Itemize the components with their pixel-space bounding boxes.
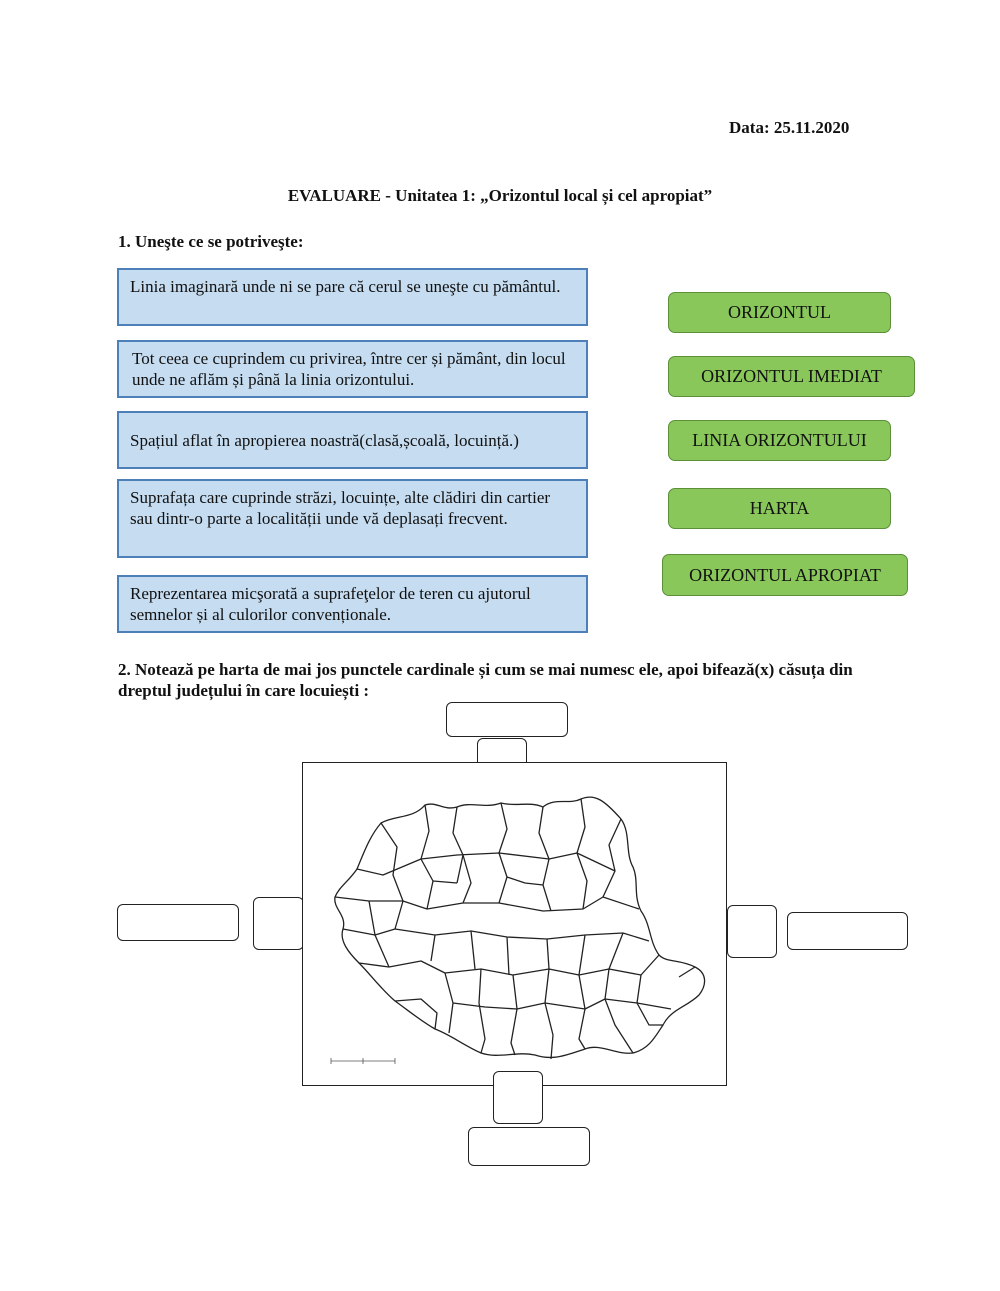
south-name-input[interactable]: [468, 1127, 590, 1166]
west-letter-input[interactable]: [253, 897, 304, 950]
romania-counties-map-icon: [303, 763, 725, 1084]
north-name-input[interactable]: [446, 702, 568, 737]
south-letter-input[interactable]: [493, 1071, 543, 1124]
exercise-2-prompt: 2. Notează pe harta de mai jos punctele cardinale și cum se mai numesc ele, apoi bifează(x) căsuța din dreptul județului în care locuiești :: [118, 660, 853, 700]
definition-box-3[interactable]: Spațiul aflat în apropierea noastră(clasă,școală, locuință.): [117, 411, 588, 469]
definition-box-2[interactable]: Tot ceea ce cuprindem cu privirea, între cer și pământ, din locul unde ne aflăm și până la linia orizontului.: [117, 340, 588, 398]
definition-box-5[interactable]: Reprezentarea micşorată a suprafeţelor de teren cu ajutorul semnelor și al culorilor convenționale.: [117, 575, 588, 633]
east-name-input[interactable]: [787, 912, 908, 950]
exercise-1-prompt: 1. Uneşte ce se potriveşte:: [118, 232, 304, 251]
term-button-harta[interactable]: HARTA: [668, 488, 891, 529]
definition-box-1[interactable]: Linia imaginară unde ni se pare că cerul se uneşte cu pământul.: [117, 268, 588, 326]
term-button-orizontul[interactable]: ORIZONTUL: [668, 292, 891, 333]
page-title: EVALUARE - Unitatea 1: „Orizontul local și cel apropiat”: [287, 186, 713, 205]
definition-box-4[interactable]: Suprafața care cuprinde străzi, locuințe, alte clădiri din cartier sau dintr-o parte a localității unde vă deplasați frecvent.: [117, 479, 588, 558]
term-button-orizontul-apropiat[interactable]: ORIZONTUL APROPIAT: [662, 554, 908, 596]
map-frame: [302, 762, 727, 1086]
date-label: Data: 25.11.2020: [729, 118, 850, 137]
west-name-input[interactable]: [117, 904, 239, 941]
term-button-linia-orizontului[interactable]: LINIA ORIZONTULUI: [668, 420, 891, 461]
east-letter-input[interactable]: [727, 905, 777, 958]
term-button-orizontul-imediat[interactable]: ORIZONTUL IMEDIAT: [668, 356, 915, 397]
